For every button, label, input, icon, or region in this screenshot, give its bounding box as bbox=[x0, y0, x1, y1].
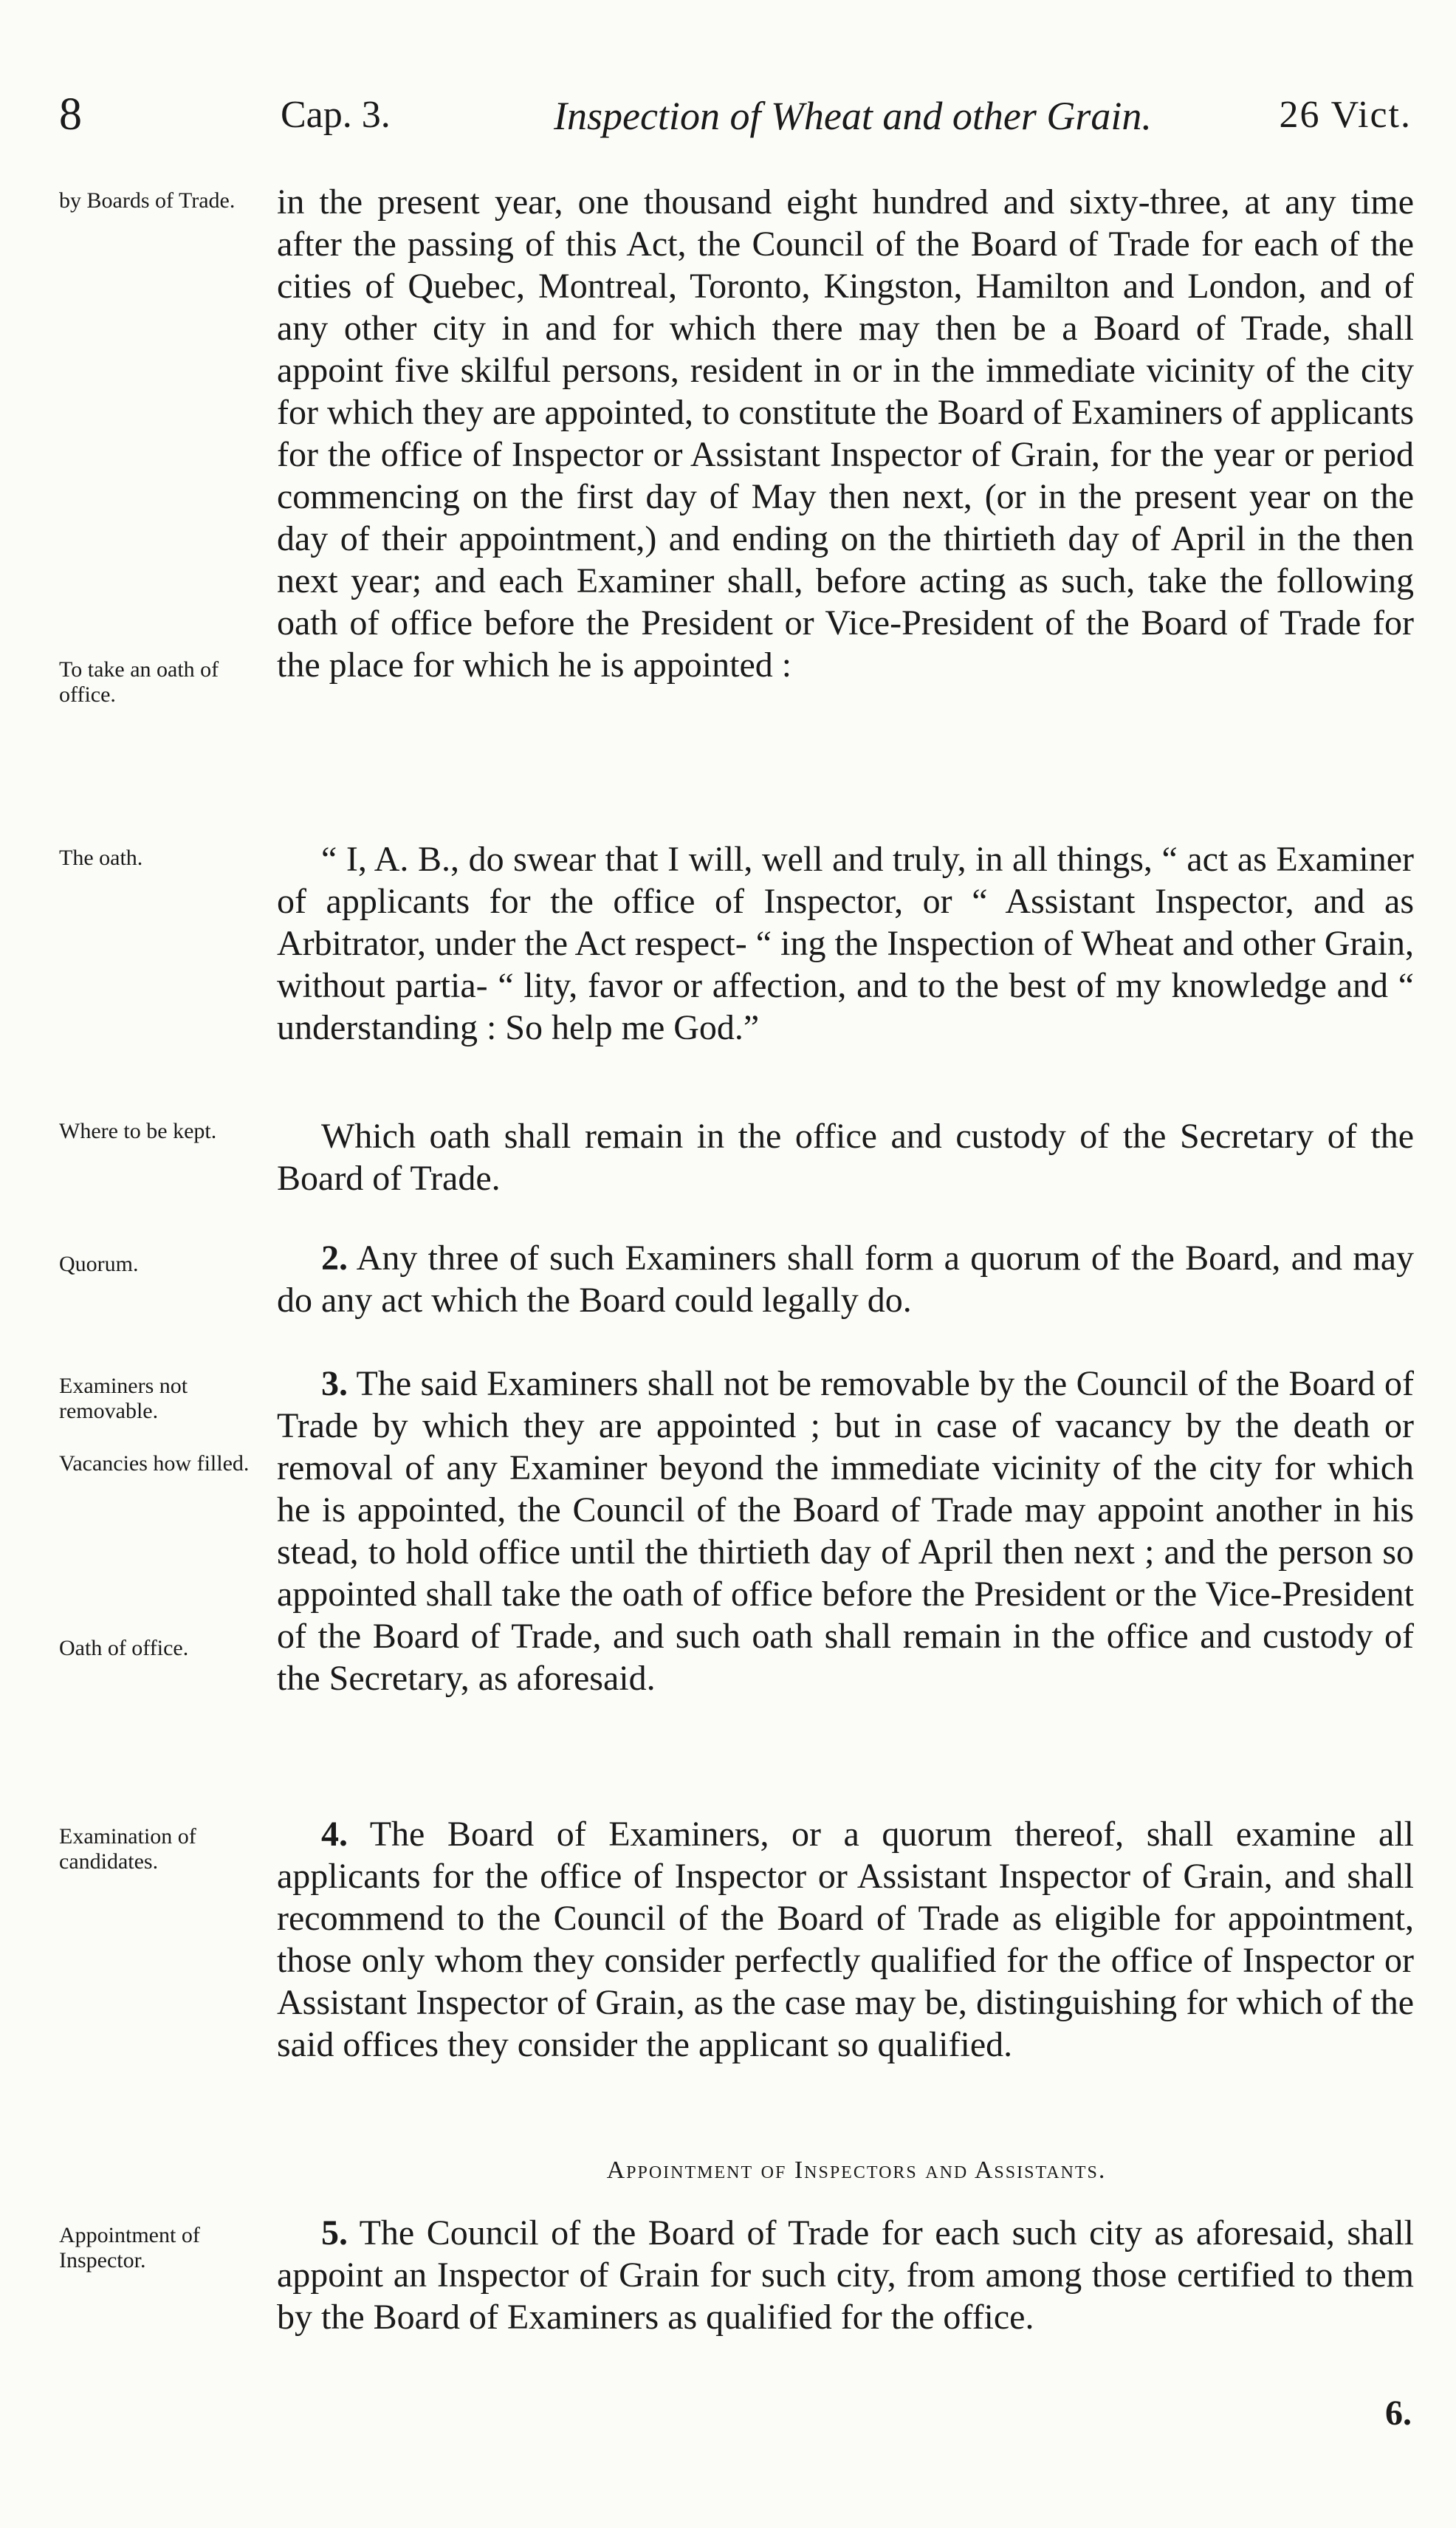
section-text: The said Examiners shall not be removable by the Council of the Board of Trade by which they are appointed ; but in case of vacancy by the death or removal of any Examiner beyond the immediate vicinity of the city for which he is appointed, the Council of the Board of Trade may appoint another in his stead, to hold office until the thirtieth day of April then next ; and the person so appointed shall take the oath of office before the President or the Vice-President of the Board of Trade, and such oath shall remain in the office and custody of the Secretary, as aforesaid. bbox=[277, 1364, 1415, 1698]
section-heading: Appointment of Inspectors and Assistants. bbox=[606, 2157, 1107, 2184]
section-text: Any three of such Examiners shall form a quorum of the Board, and may do any act which the Board could legally do. bbox=[277, 1239, 1414, 1320]
catchword: 6. bbox=[1385, 2394, 1412, 2433]
margin-note-appointment: Appointment of Inspector. bbox=[59, 2223, 200, 2272]
paragraph-section-5 bbox=[277, 2212, 1414, 2338]
section-number: 5. bbox=[321, 2213, 348, 2253]
section-text: The Council of the Board of Trade for each such city as aforesaid, shall appoint an Inspector of Grain for such city, from among those certified to them by the Board of Examiners as qualified for the office. bbox=[277, 2213, 1414, 2337]
running-title: Inspection of Wheat and other Grain. bbox=[554, 94, 1152, 138]
margin-note-examination: Examination of candidates. bbox=[59, 1824, 196, 1874]
paragraph-oath-kept: Which oath shall remain in the office and custody of the Secretary of the Board of Trade. bbox=[277, 1117, 1414, 1198]
margin-note-the-oath: The oath. bbox=[59, 846, 143, 870]
margin-note-not-removable: Examiners not removable. bbox=[59, 1374, 188, 1423]
paragraph-section-1: in the present year, one thousand eight hundred and sixty-three, at any time after the passing of this Act, the Council of the Board of Trade for each of the cities of Quebec, Montreal, Toronto, Kingston, Hamilton and London, and of any other city in and for which there may then be a Board of Trade, shall appoint five skilful persons, resident in or in the immediate vicinity of the city for which they are appointed, to constitute the Board of Examiners of applicants for the office of Inspector or Assistant Inspector of Grain, for the year or period commencing on the first day of May then next, (or in the present year on the day of their appointment,) and ending on the thirtieth day of April in the then next year; and each Examiner shall, before acting as such, take the following oath of office before the President or Vice-President of the Board of Trade for the place for which he is appointed : bbox=[277, 182, 1414, 685]
section-number: 2. bbox=[321, 1239, 348, 1278]
regnal-year: 26 Vict. bbox=[1279, 94, 1412, 136]
oath-text: “ I, A. B., do swear that I will, well and truly, in all things, “ act as Examiner of applicants for the office of Inspector, or “ Assistant Inspector, and as Arbitrator, under the Act respect- “ ing the Inspection of Wheat and other Grain, without partia- “ lity, favor or affection, and to the best of my knowledge and “ understanding : So help me God.” bbox=[277, 840, 1414, 1047]
margin-note-oath-of-office: Oath of office. bbox=[59, 1636, 189, 1660]
paragraph-section-3 bbox=[277, 1363, 1414, 1699]
margin-note-where-kept: Where to be kept. bbox=[59, 1119, 217, 1143]
margin-note-boards: by Boards of Trade. bbox=[59, 188, 236, 213]
section-number: 3. bbox=[321, 1364, 348, 1403]
margin-note-oath-office: To take an oath of office. bbox=[59, 657, 219, 707]
paragraph-section-4 bbox=[277, 1813, 1414, 2066]
margin-note-quorum: Quorum. bbox=[59, 1252, 139, 1276]
page-number: 8 bbox=[59, 89, 82, 140]
margin-note-vacancies: Vacancies how filled. bbox=[59, 1451, 250, 1476]
section-number: 4. bbox=[321, 1815, 348, 1854]
paragraph-section-2 bbox=[277, 1237, 1414, 1321]
page-header bbox=[59, 89, 1412, 148]
chapter-label: Cap. 3. bbox=[281, 94, 391, 136]
section-text: The Board of Examiners, or a quorum thereof, shall examine all applicants for the office of Inspector or Assistant Inspector of Grain, and shall recommend to the Council of the Board of Trade as eligible for appointment, those only whom they consider perfectly qualified for the office of Inspector or Assistant Inspector of Grain, as the case may be, distinguishing for which of the said offices they consider the applicant so qualified. bbox=[277, 1815, 1415, 2064]
